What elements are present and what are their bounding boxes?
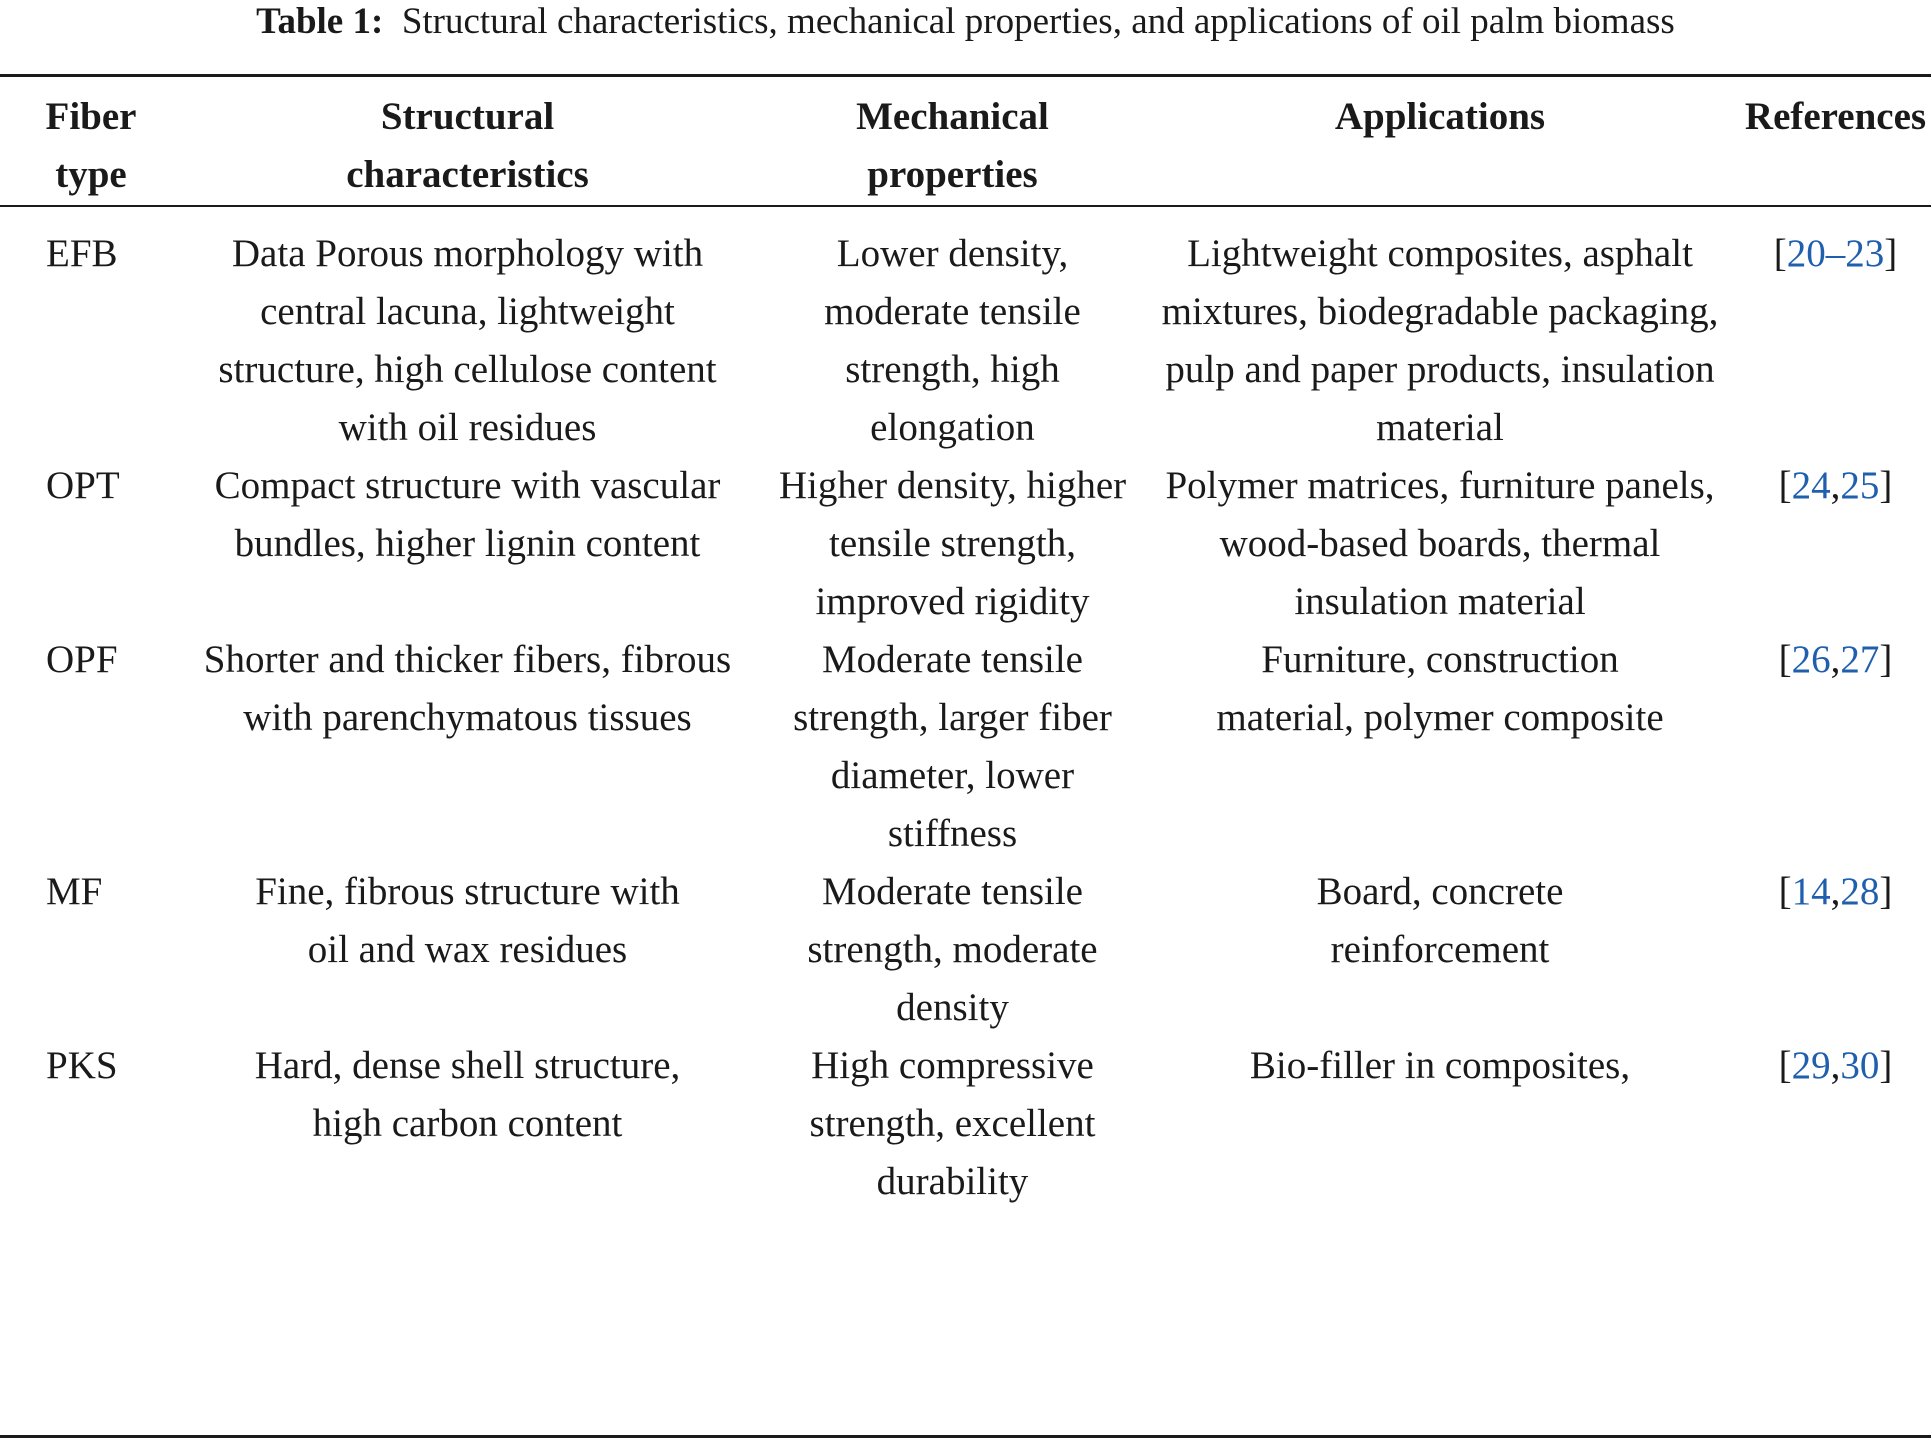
header-fiber-type-line2: type xyxy=(55,153,127,196)
reference-link[interactable]: 24 xyxy=(1791,464,1831,507)
cell-mechanical: Moderate tensile strength, moderate density xyxy=(807,870,1098,1029)
reference-separator: , xyxy=(1830,870,1841,913)
header-structural-line2: characteristics xyxy=(346,153,589,196)
cell-applications: Board, concrete reinforcement xyxy=(1316,870,1564,971)
header-applications-line1: Applications xyxy=(1334,95,1546,138)
top-rule xyxy=(0,74,1931,77)
cell-mechanical: Moderate tensile strength, larger fiber diameter, lower stiffness xyxy=(793,638,1112,855)
reference-link[interactable]: 30 xyxy=(1840,1044,1880,1087)
table-row xyxy=(0,1037,1931,1211)
cell-applications: Bio-filler in composites, xyxy=(1249,1044,1631,1087)
header-structural-line1: Structural xyxy=(380,95,555,138)
reference-link[interactable]: 27 xyxy=(1840,638,1880,681)
cell-references: [26,27] xyxy=(1778,638,1893,681)
cell-structural: Fine, fibrous structure with oil and wax residues xyxy=(255,870,680,971)
header-mechanical-line1: Mechanical xyxy=(856,95,1049,138)
table-header xyxy=(0,80,1931,212)
reference-link[interactable]: 29 xyxy=(1791,1044,1831,1087)
cell-references: [14,28] xyxy=(1778,870,1893,913)
cell-structural: Shorter and thicker fibers, fibrous with parenchymatous tissues xyxy=(203,638,732,739)
cell-structural: Compact structure with vascular bundles, higher lignin content xyxy=(214,464,721,565)
header-structural xyxy=(170,80,765,212)
header-references-line1: References xyxy=(1744,95,1927,138)
header-references xyxy=(1740,80,1931,212)
bottom-rule xyxy=(0,1435,1931,1438)
cell-mechanical: High compressive strength, excellent durability xyxy=(809,1044,1096,1203)
cell-applications: Lightweight composites, asphalt mixtures, biodegradable packaging, pulp and paper products, insulation material xyxy=(1161,232,1719,449)
cell-applications: Furniture, construction material, polymer composite xyxy=(1216,638,1664,739)
cell-fiber-type: PKS xyxy=(46,1044,118,1087)
reference-separator: , xyxy=(1830,638,1841,681)
header-mechanical-line2: properties xyxy=(867,153,1038,196)
reference-link[interactable]: 26 xyxy=(1791,638,1831,681)
table-caption xyxy=(0,0,1931,50)
cell-fiber-type: OPF xyxy=(46,638,118,681)
cell-mechanical: Higher density, higher tensile strength, improved rigidity xyxy=(778,464,1127,623)
reference-link[interactable]: 20 xyxy=(1786,232,1826,275)
cell-fiber-type: OPT xyxy=(46,464,120,507)
table-row xyxy=(0,631,1931,863)
header-row xyxy=(0,80,1931,212)
reference-link[interactable]: 23 xyxy=(1845,232,1885,275)
cell-references: [24,25] xyxy=(1778,464,1893,507)
reference-separator: , xyxy=(1830,1044,1841,1087)
cell-references: [20–23] xyxy=(1773,232,1898,275)
reference-link[interactable]: 25 xyxy=(1840,464,1880,507)
table-row xyxy=(0,212,1931,457)
header-fiber-type xyxy=(0,80,170,212)
caption-text: Structural characteristics, mechanical properties, and applications of oil palm biomass xyxy=(401,1,1675,42)
cell-fiber-type: EFB xyxy=(46,232,118,275)
table-body xyxy=(0,212,1931,1211)
cell-references: [29,30] xyxy=(1778,1044,1893,1087)
caption-label: Table 1: xyxy=(256,1,384,42)
table-row xyxy=(0,457,1931,631)
table-row xyxy=(0,863,1931,1037)
reference-separator: – xyxy=(1825,232,1846,275)
cell-applications: Polymer matrices, furniture panels, wood-based boards, thermal insulation material xyxy=(1165,464,1715,623)
cell-mechanical: Lower density, moderate tensile strength, high elongation xyxy=(824,232,1081,449)
cell-structural: Hard, dense shell structure, high carbon content xyxy=(254,1044,681,1145)
reference-separator: , xyxy=(1830,464,1841,507)
biomass-table xyxy=(0,80,1931,1211)
cell-structural: Data Porous morphology with central lacuna, lightweight structure, high cellulose content with oil residues xyxy=(218,232,717,449)
header-applications xyxy=(1140,80,1740,212)
header-mechanical xyxy=(765,80,1140,212)
cell-fiber-type: MF xyxy=(46,870,103,913)
header-fiber-type-line1: Fiber xyxy=(45,95,137,138)
reference-link[interactable]: 14 xyxy=(1791,870,1831,913)
reference-link[interactable]: 28 xyxy=(1840,870,1880,913)
